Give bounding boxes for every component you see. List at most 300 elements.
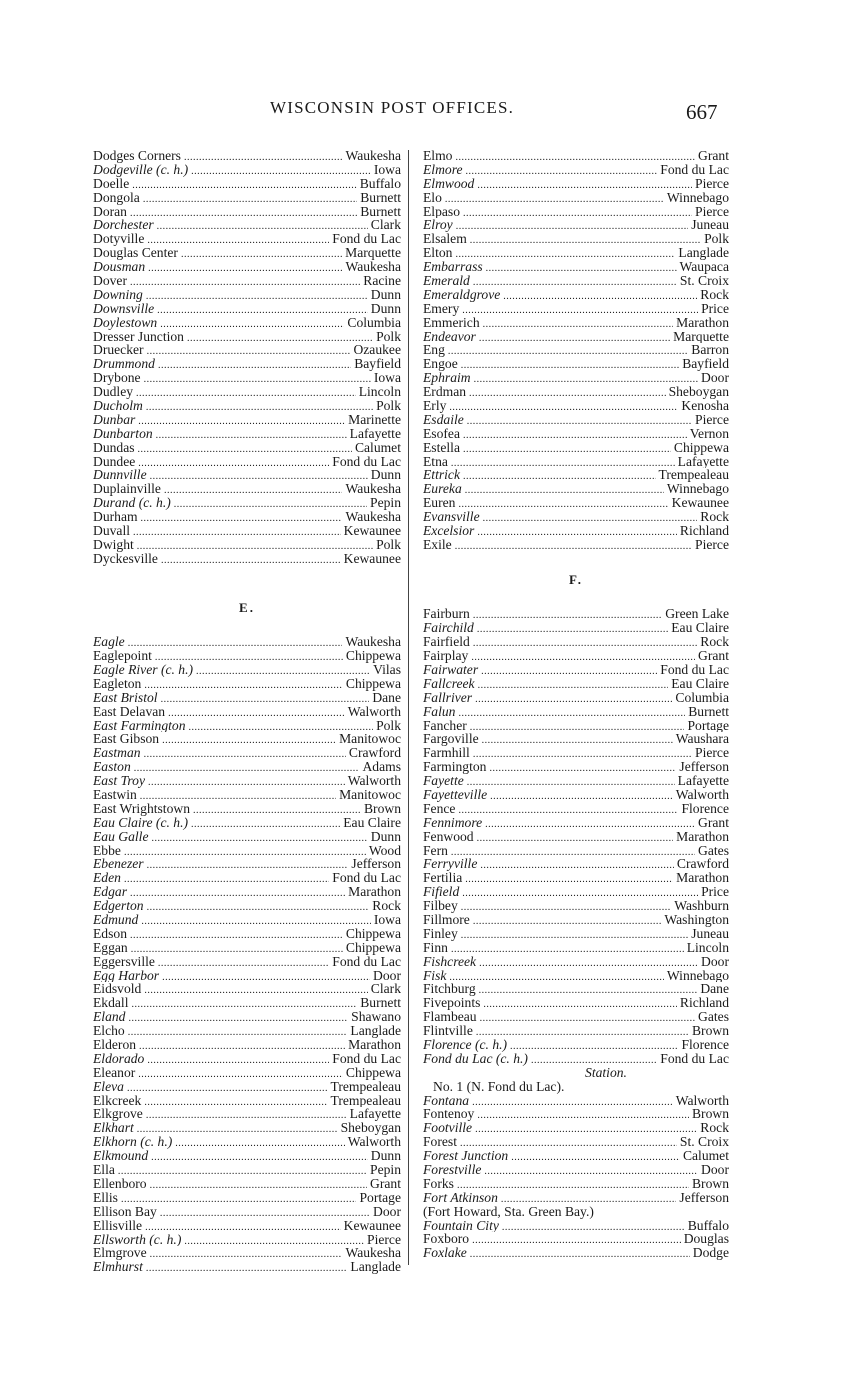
dot-leader: [161, 552, 341, 566]
dot-leader: [148, 260, 342, 274]
post-office-entry: [423, 413, 729, 427]
entry-note: (Fort Howard, Sta. Green Bay.): [423, 1203, 594, 1219]
post-office-name: Foxlake: [423, 1246, 467, 1261]
post-office-name: Dodges Corners: [93, 149, 181, 163]
dot-leader: [466, 163, 658, 177]
dot-leader: [463, 427, 687, 441]
dot-leader: [146, 288, 368, 302]
county-name: Adams: [362, 760, 401, 775]
dot-leader: [147, 857, 349, 871]
county-name: Marquette: [345, 246, 401, 261]
post-office-entry: [423, 1177, 729, 1191]
county-name: Walworth: [347, 1135, 401, 1150]
post-office-entry: [423, 732, 729, 746]
county-name: Pierce: [695, 746, 729, 761]
post-office-name: Dundas: [93, 440, 135, 455]
dot-leader: [457, 1177, 689, 1191]
post-office-entry: [423, 607, 729, 621]
post-office-name: Ducholm: [93, 399, 143, 413]
post-office-entry: [423, 274, 729, 288]
county-name: Walworth: [675, 787, 729, 802]
post-office-entry: [423, 427, 729, 441]
county-name: Brown: [691, 1107, 729, 1122]
dot-leader: [145, 1219, 341, 1233]
county-name: Marathon: [348, 1038, 401, 1052]
post-office-name: Elcho: [93, 1024, 125, 1039]
post-office-name: Downsville: [93, 301, 155, 316]
post-office-entry: [423, 302, 729, 316]
county-name: Grant: [370, 1176, 401, 1191]
post-office-entry: [93, 205, 401, 219]
dot-leader: [470, 719, 685, 733]
post-office-entry: [93, 1066, 401, 1080]
post-office-entry: [93, 1052, 401, 1066]
post-office-entry: [423, 288, 729, 302]
post-office-entry: [423, 1135, 729, 1149]
post-office-name: Emeraldgrove: [423, 287, 501, 302]
dot-leader: [482, 732, 673, 746]
dot-leader: [138, 1066, 343, 1080]
county-name: Calumet: [682, 1149, 729, 1164]
post-office-name: Erdman: [423, 385, 467, 400]
county-name: Vernon: [689, 426, 729, 441]
post-office-name: Douglas Center: [93, 246, 178, 261]
post-office-name: Eggersville: [93, 954, 155, 969]
dot-leader: [138, 413, 345, 427]
county-name: Dodge: [692, 1246, 729, 1261]
section-spacer: [93, 566, 401, 594]
column-divider: [408, 150, 409, 1265]
dot-leader: [160, 1205, 370, 1219]
county-name: Rock: [700, 1121, 729, 1136]
post-office-name: Emmerich: [423, 315, 480, 330]
post-office-entry: [93, 149, 401, 163]
section-spacer: [423, 552, 729, 566]
post-office-name: Fargoville: [423, 732, 479, 747]
county-name: Lafayette: [349, 1107, 401, 1122]
county-name: Racine: [363, 274, 401, 288]
post-office-entry: [423, 899, 729, 913]
post-office-entry: [93, 371, 401, 385]
post-office-name: Dongola: [93, 190, 140, 205]
dot-leader: [465, 871, 673, 885]
dot-leader: [151, 1149, 368, 1163]
county-name: Waushara: [675, 732, 729, 747]
post-office-entry: [93, 1260, 401, 1274]
dot-leader: [501, 1191, 677, 1205]
county-name: Price: [701, 301, 729, 316]
county-name: Winnebago: [666, 190, 729, 205]
post-office-entry: [423, 1010, 729, 1024]
post-office-name: Elsalem: [423, 232, 467, 247]
dot-leader: [168, 705, 345, 719]
post-office-entry: [423, 663, 729, 677]
post-office-name: Egg Harbor: [93, 968, 160, 983]
post-office-entry: [423, 385, 729, 399]
post-office-name: Eureka: [423, 482, 462, 497]
post-office-name: Eng: [423, 343, 445, 358]
post-office-entry: [93, 288, 401, 302]
county-name: Door: [373, 1204, 401, 1219]
page-title: WISCONSIN POST OFFICES.: [270, 98, 515, 117]
dot-leader: [144, 1094, 327, 1108]
county-name: Kewaunee: [343, 524, 401, 538]
post-office-entry: [423, 455, 729, 469]
county-name: Marinette: [348, 412, 401, 427]
post-office-entry: [423, 1107, 729, 1121]
county-name: Burnett: [360, 190, 401, 205]
dot-leader: [193, 802, 361, 816]
post-office-name: Eagle: [93, 635, 125, 650]
post-office-name: Druecker: [93, 343, 144, 358]
dot-leader: [449, 969, 663, 983]
post-office-entry: [93, 232, 401, 246]
county-name: Polk: [704, 232, 729, 247]
post-office-entry: [93, 719, 401, 733]
dot-leader: [458, 802, 678, 816]
post-office-name: Elpaso: [423, 204, 460, 219]
post-office-name: Durand (c. h.): [93, 496, 171, 511]
post-office-entry: [423, 719, 729, 733]
post-office-entry: [423, 357, 729, 371]
post-office-entry: [93, 1163, 401, 1177]
post-office-name: Fort Atkinson: [423, 1190, 498, 1205]
dot-leader: [137, 538, 373, 552]
post-office-entry: [93, 774, 401, 788]
dot-leader: [458, 496, 668, 510]
post-office-entry: [423, 1163, 729, 1177]
post-office-entry: [423, 621, 729, 635]
county-name: Chippewa: [345, 676, 401, 691]
dot-leader: [489, 760, 676, 774]
post-office-name: Edson: [93, 926, 127, 941]
post-office-entry: [423, 163, 729, 177]
county-name: Vilas: [373, 662, 401, 677]
county-name: Fond du Lac: [332, 954, 401, 969]
county-name: Walworth: [347, 774, 401, 788]
county-name: Waupaca: [679, 260, 729, 275]
post-office-name: East Farmington: [93, 718, 186, 733]
county-name: Winnebago: [666, 968, 729, 983]
post-office-entry: [423, 760, 729, 774]
post-office-name: Durham: [93, 510, 138, 525]
dot-leader: [147, 232, 329, 246]
post-office-entry: [93, 538, 401, 552]
county-name: Dane: [700, 982, 729, 997]
county-name: Trempealeau: [330, 1079, 401, 1094]
county-name: Langlade: [350, 1024, 401, 1039]
dot-leader: [479, 955, 698, 969]
post-office-name: Eland: [93, 1010, 126, 1025]
dot-leader: [472, 1094, 673, 1108]
post-office-entry: [93, 163, 401, 177]
post-office-entry: [423, 788, 729, 802]
county-name: Fond du Lac: [332, 1051, 401, 1066]
county-name: Fond du Lac: [660, 162, 729, 177]
post-office-entry: [423, 1191, 729, 1205]
dot-leader: [465, 482, 664, 496]
dot-leader: [146, 1260, 348, 1274]
county-name: Lincoln: [358, 385, 401, 400]
dot-leader: [189, 719, 374, 733]
post-office-name: Flambeau: [423, 1010, 477, 1025]
county-name: Chippewa: [345, 1065, 401, 1080]
post-office-name: East Gibson: [93, 732, 160, 747]
dot-leader: [463, 441, 671, 455]
county-name: Polk: [376, 329, 401, 344]
county-name: St. Croix: [679, 274, 729, 288]
post-office-entry: [93, 677, 401, 691]
county-name: Pierce: [695, 176, 729, 191]
dot-leader: [484, 1163, 698, 1177]
county-name: Kewaunee: [343, 1218, 401, 1233]
post-office-name: Dunbar: [93, 412, 136, 427]
post-office-entry: [423, 1052, 729, 1066]
post-office-entry: [93, 1080, 401, 1094]
post-office-entry: [93, 330, 401, 344]
dot-leader: [463, 468, 656, 482]
dot-leader: [158, 357, 351, 371]
county-name: Manitowoc: [339, 788, 401, 802]
county-name: Clark: [370, 982, 401, 997]
county-name: Pierce: [695, 412, 729, 427]
post-office-entry: [93, 844, 401, 858]
post-office-name: Fitchburg: [423, 982, 476, 997]
county-name: Florence: [681, 801, 729, 816]
post-office-entry: [423, 871, 729, 885]
post-office-name: Ebenezer: [93, 857, 144, 872]
county-name: Door: [701, 1163, 729, 1177]
post-office-name: Ekdall: [93, 996, 129, 1011]
post-office-name: Doylestown: [93, 315, 158, 330]
dot-leader: [451, 844, 695, 858]
county-name: Grant: [698, 149, 729, 163]
post-office-entry: [423, 969, 729, 983]
dot-leader: [485, 816, 695, 830]
dot-leader: [455, 538, 692, 552]
post-office-name: Excelsior: [423, 524, 475, 538]
post-office-name: Fallriver: [423, 690, 473, 705]
post-office-name: Fontana: [423, 1093, 470, 1108]
county-name: Washington: [664, 913, 729, 927]
post-office-name: Eau Galle: [93, 829, 149, 844]
post-office-name: East Wrightstown: [93, 801, 190, 816]
dot-leader: [132, 996, 358, 1010]
dot-leader: [471, 649, 695, 663]
county-name: Wood: [368, 843, 401, 858]
post-office-name: Downing: [93, 287, 143, 302]
post-office-name: Foxboro: [423, 1232, 470, 1247]
post-office-entry: [93, 496, 401, 510]
section-spacer: [423, 594, 729, 608]
post-office-name: East Bristol: [93, 690, 158, 705]
county-name: Price: [701, 885, 729, 900]
dot-leader: [134, 760, 360, 774]
post-office-entry: [423, 482, 729, 496]
county-name: Kenosha: [681, 399, 729, 413]
county-name: Green Lake: [665, 607, 729, 622]
dot-leader: [477, 830, 674, 844]
post-office-name: Dover: [93, 274, 127, 288]
post-office-entry: [93, 871, 401, 885]
dot-leader: [475, 1121, 697, 1135]
post-office-entry: [423, 232, 729, 246]
dot-leader: [486, 260, 677, 274]
post-office-entry: [93, 788, 401, 802]
dot-leader: [130, 927, 343, 941]
post-office-name: Eau Claire (c. h.): [93, 815, 189, 830]
county-name: Brown: [363, 801, 401, 816]
dot-leader: [136, 385, 356, 399]
post-office-name: Elkhorn (c. h.): [93, 1135, 173, 1150]
post-office-name: Elton: [423, 246, 453, 261]
post-office-entry: [93, 413, 401, 427]
post-office-entry: [93, 552, 401, 566]
dot-leader: [128, 1024, 348, 1038]
county-name: Ozaukee: [353, 343, 401, 358]
county-name: Crawford: [676, 857, 729, 872]
post-office-name: Eggan: [93, 940, 128, 955]
post-office-name: Edgar: [93, 885, 127, 900]
post-office-name: Eleanor: [93, 1065, 136, 1080]
post-office-name: Elkmound: [93, 1149, 149, 1164]
county-name: Grant: [698, 649, 729, 663]
post-office-entry: [423, 496, 729, 510]
dot-leader: [458, 705, 685, 719]
dot-leader: [137, 1121, 338, 1135]
post-office-name: Ellisville: [93, 1218, 143, 1233]
post-office-name: Ellsworth (c. h.): [93, 1232, 182, 1247]
post-office-entry: [93, 482, 401, 496]
post-office-name: Eldorado: [93, 1051, 145, 1066]
post-office-entry: [423, 260, 729, 274]
dot-leader: [477, 1107, 689, 1121]
county-name: Langlade: [678, 246, 729, 261]
county-name: Buffalo: [359, 176, 401, 191]
post-office-name: Embarrass: [423, 260, 483, 275]
dot-leader: [150, 1246, 343, 1260]
dot-leader: [147, 1052, 329, 1066]
dot-leader: [191, 163, 371, 177]
post-office-name: Exile: [423, 537, 452, 552]
dot-leader: [155, 649, 343, 663]
dot-leader: [144, 982, 367, 996]
dot-leader: [121, 1191, 357, 1205]
county-name: Florence: [681, 1038, 729, 1052]
dot-leader: [128, 1010, 348, 1024]
post-office-entry: [93, 1094, 401, 1108]
post-office-entry: [93, 816, 401, 830]
post-office-name: Edmund: [93, 913, 139, 927]
county-name: Waukesha: [345, 635, 401, 650]
county-name: Trempealeau: [330, 1093, 401, 1108]
county-name: Waukesha: [345, 1246, 401, 1261]
post-office-entry: [423, 468, 729, 482]
post-office-entry: [423, 316, 729, 330]
dot-leader: [445, 191, 664, 205]
county-name: Brown: [691, 1176, 729, 1191]
dot-leader: [140, 788, 336, 802]
county-name: Waukesha: [345, 149, 401, 163]
post-office-entry: [93, 1177, 401, 1191]
post-office-name: Dunnville: [93, 468, 147, 483]
dot-leader: [187, 330, 373, 344]
post-office-name: Endeavor: [423, 329, 476, 344]
county-name: Buffalo: [687, 1218, 729, 1233]
post-office-entry: [93, 857, 401, 871]
county-name: Pierce: [695, 537, 729, 552]
post-office-name: Eleva: [93, 1079, 124, 1094]
county-name: Bayfield: [682, 357, 729, 372]
county-name: Waukesha: [345, 482, 401, 497]
post-office-name: Fancher: [423, 718, 467, 733]
post-office-name: Fallcreek: [423, 676, 475, 691]
post-office-name: Filbey: [423, 899, 458, 913]
county-name: Lafayette: [677, 774, 729, 788]
county-name: Burnett: [688, 704, 729, 719]
post-office-entry: [93, 218, 401, 232]
post-office-name: Fountain City: [423, 1218, 499, 1233]
dot-leader: [143, 191, 357, 205]
post-office-entry: [93, 1246, 401, 1260]
post-office-entry: [423, 371, 729, 385]
county-name: Rock: [700, 287, 729, 302]
dot-leader: [130, 885, 345, 899]
post-office-entry: [93, 468, 401, 482]
post-office-name: Forest Junction: [423, 1149, 509, 1164]
post-office-name: Elmwood: [423, 176, 475, 191]
dot-leader: [473, 607, 662, 621]
post-office-name: Ettrick: [423, 468, 460, 483]
dot-leader: [133, 524, 341, 538]
dot-leader: [462, 885, 698, 899]
county-name: Gates: [698, 843, 729, 858]
post-office-entry: [423, 746, 729, 760]
post-office-entry: [93, 1205, 401, 1219]
dot-leader: [162, 969, 370, 983]
post-office-entry: [423, 149, 729, 163]
post-office-name: Forks: [423, 1176, 454, 1191]
right-column: [423, 149, 729, 1260]
county-name: Fond du Lac: [660, 662, 729, 677]
post-office-name: Dousman: [93, 260, 146, 275]
post-office-name: Easton: [93, 760, 131, 775]
post-office-name: Eden: [93, 871, 121, 886]
dot-leader: [475, 691, 672, 705]
post-office-entry: [93, 260, 401, 274]
post-office-entry: [423, 510, 729, 524]
dot-leader: [158, 955, 329, 969]
post-office-name: Edgerton: [93, 899, 144, 914]
post-office-entry: [93, 1038, 401, 1052]
county-name: Dunn: [370, 829, 401, 844]
county-name: Columbia: [675, 690, 729, 705]
post-office-entry: [93, 760, 401, 774]
dot-leader: [531, 1052, 657, 1066]
post-office-name: Flintville: [423, 1024, 473, 1039]
county-name: Richland: [679, 996, 729, 1011]
dot-leader: [141, 913, 371, 927]
county-name: Polk: [376, 537, 401, 552]
dot-leader: [175, 1135, 344, 1149]
post-office-entry: [423, 982, 729, 996]
post-office-name: Fond du Lac (c. h.): [423, 1051, 528, 1066]
dot-leader: [161, 691, 370, 705]
dot-leader: [174, 496, 367, 510]
dot-leader: [184, 149, 343, 163]
post-office-entry: [93, 274, 401, 288]
post-office-name: East Troy: [93, 774, 145, 788]
